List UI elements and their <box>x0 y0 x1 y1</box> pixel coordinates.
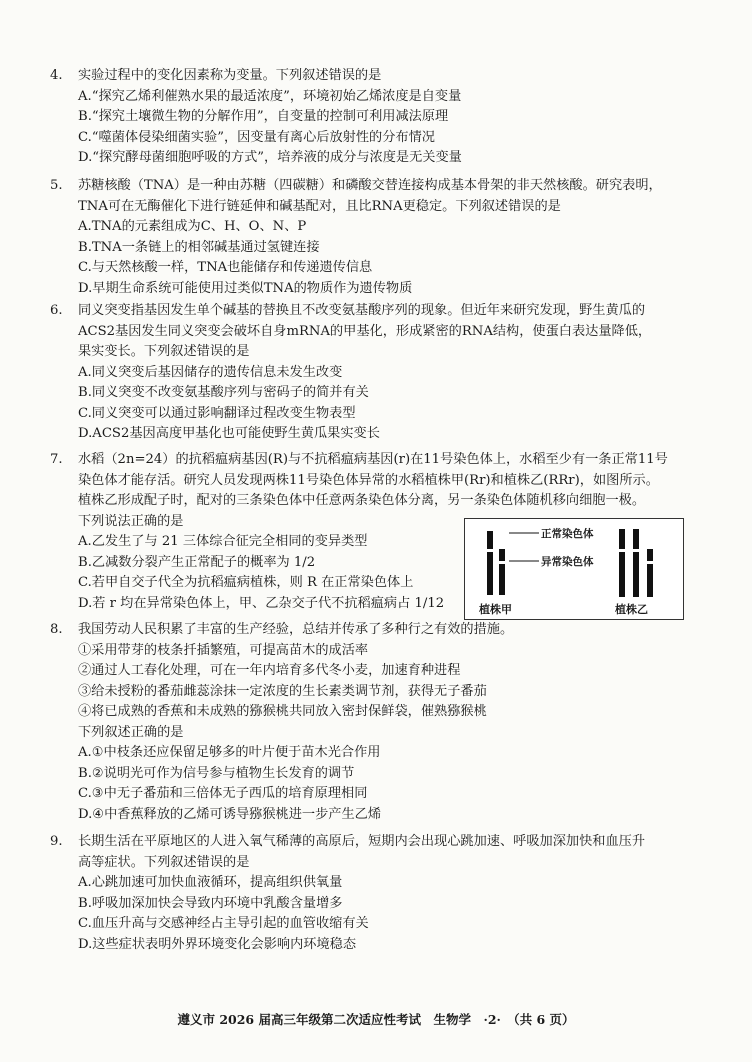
option-a: A.同义突变后基因储存的遗传信息未发生改变 <box>78 364 343 380</box>
option-d: D.这些症状表明外界环境变化会影响内环境稳态 <box>78 936 357 952</box>
question-8 <box>50 620 690 825</box>
option-d: D.ACS2基因高度甲基化也可能使野生黄瓜果实变长 <box>78 426 380 441</box>
option-a: A.“探究乙烯利催熟水果的最适浓度”，环境初始乙烯浓度是自变量 <box>78 88 462 104</box>
question-stem: 实验过程中的变化因素称为变量。下列叙述错误的是 <box>78 68 382 83</box>
option-d: D.“探究酵母菌细胞呼吸的方式”，培养液的成分与浓度是无关变量 <box>78 150 462 165</box>
centromere <box>499 561 505 564</box>
chromosome-normal <box>619 529 625 597</box>
question-stem-line: 同义突变指基因发生单个碱基的替换且不改变氨基酸序列的现象。但近年来研究发现，野生黄瓜的 <box>78 303 646 318</box>
question-stem: 我国劳动人民积累了丰富的生产经验，总结并传承了多种行之有效的措施。 <box>78 622 514 637</box>
question-number: 8. <box>50 622 63 637</box>
option-c: C.与天然核酸一样，TNA也能储存和传递遗传信息 <box>78 260 373 275</box>
option-b: B.乙减数分裂产生正常配子的概率为 1/2 <box>78 554 316 570</box>
centromere <box>619 549 625 552</box>
chromosome-abnormal <box>647 549 653 597</box>
option-b: B.②说明光可作为信号参与植物生长发育的调节 <box>78 765 355 781</box>
option-c: C.若甲自交子代全为抗稻瘟病植株，则 R 在正常染色体上 <box>78 575 414 590</box>
question-stem-line: 下列说法正确的是 <box>78 513 184 529</box>
option-d: D.④中香蕉释放的乙烯可诱导猕猴桃进一步产生乙烯 <box>78 806 382 822</box>
chromosome-figure <box>464 518 684 620</box>
page-footer: 遵义市 2026 届高三年级第二次适应性考试 生物学 ·2· （共 6 页） <box>177 1012 575 1027</box>
option-b: B.TNA一条链上的相邻碱基通过氢键连接 <box>78 239 320 255</box>
question-number: 4. <box>50 68 63 83</box>
list-item: ②通过人工春化处理，可在一年内培育多代冬小麦，加速育种进程 <box>78 663 461 678</box>
question-stem-line: 水稻（2n=24）的抗稻瘟病基因(R)与不抗稻瘟病基因(r)在11号染色体上，水稻至少有一条正常11号 <box>78 452 668 467</box>
question-5 <box>50 176 690 299</box>
option-b: B.呼吸加深加快会导致内环境中乳酸含量增多 <box>78 895 343 911</box>
option-a: A.乙发生了与 21 三体综合征完全相同的变异类型 <box>78 534 368 549</box>
list-item: ④将已成熟的香蕉和未成熟的猕猴桃共同放入密封保鲜袋，催熟猕猴桃 <box>78 704 487 719</box>
centromere <box>647 561 653 564</box>
list-item: ①采用带芽的枝条扦插繁殖，可提高苗木的成活率 <box>78 642 369 658</box>
plant-b-chromosomes <box>619 529 653 597</box>
question-stem-line: TNA可在无酶催化下进行链延伸和碱基配对，且比RNA更稳定。下列叙述错误的是 <box>78 198 561 214</box>
label-normal-chromosome: 正常染色体 <box>541 528 594 540</box>
question-9 <box>50 832 690 955</box>
label-abnormal-chromosome: 异常染色体 <box>541 556 594 568</box>
question-stem-line: 果实变长。下列叙述错误的是 <box>78 344 250 359</box>
option-c: C.③中无子番茄和三倍体无子西瓜的培育原理相同 <box>78 786 368 801</box>
centromere <box>487 549 493 552</box>
question-number: 5. <box>50 178 63 193</box>
question-stem-line: 植株乙形成配子时，配对的三条染色体中任意两条染色体分离，另一条染色体随机移向细胞一极。 <box>78 493 646 508</box>
option-a: A.①中枝条还应保留足够多的叶片便于苗木光合作用 <box>78 745 381 760</box>
question-stem-line: 苏糖核酸（TNA）是一种由苏糖（四碳糖）和磷酸交替连接构成基本骨架的非天然核酸。研究表明， <box>78 178 662 193</box>
question-number: 6. <box>50 303 63 318</box>
list-item: ③给未授粉的番茄雌蕊涂抹一定浓度的生长素类调节剂，获得无子番茄 <box>78 683 487 699</box>
question-prompt: 下列叙述正确的是 <box>78 724 184 740</box>
question-stem-line: 高等症状。下列叙述错误的是 <box>78 854 250 870</box>
question-stem-line: 长期生活在平原地区的人进入氧气稀薄的高原后，短期内会出现心跳加速、呼吸加深加快和血压升 <box>78 834 646 849</box>
option-b: B.同义突变不改变氨基酸序列与密码子的简并有关 <box>78 385 369 400</box>
question-stem-line: ACS2基因发生同义突变会破坏自身mRNA的甲基化，形成紧密的RNA结构，使蛋白表达量降低， <box>78 323 652 339</box>
centromere <box>633 549 639 552</box>
chromosome-normal <box>633 529 639 597</box>
question-number: 9. <box>50 834 63 849</box>
caption-plant-b: 植株乙 <box>615 603 648 616</box>
option-c: C.血压升高与交感神经占主导引起的血管收缩有关 <box>78 916 369 931</box>
question-6 <box>50 301 690 445</box>
option-c: C.“噬菌体侵染细菌实验”，因变量有离心后放射性的分布情况 <box>78 129 435 145</box>
caption-plant-a: 植株甲 <box>479 603 512 616</box>
question-stem-line: 染色体才能存活。研究人员发现两株11号染色体异常的水稻植株甲(Rr)和植株乙(RRr)，如图所示。 <box>78 472 659 488</box>
option-d: D.早期生命系统可能使用过类似TNA的物质作为遗传物质 <box>78 280 413 296</box>
chromosome-abnormal <box>499 549 505 595</box>
option-b: B.“探究土壤微生物的分解作用”，自变量的控制可利用减法原理 <box>78 109 449 124</box>
option-c: C.同义突变可以通过影响翻译过程改变生物表型 <box>78 405 356 421</box>
option-d: D.若 r 均在异常染色体上，甲、乙杂交子代不抗稻瘟病占 1/12 <box>78 595 445 611</box>
question-number: 7. <box>50 452 63 467</box>
chromosome-normal <box>487 531 493 595</box>
option-a: A.TNA的元素组成为C、H、O、N、P <box>78 219 307 234</box>
option-a: A.心跳加速可加快血液循环，提高组织供氧量 <box>78 875 343 890</box>
question-4 <box>50 66 690 169</box>
plant-a-chromosomes <box>487 531 505 595</box>
